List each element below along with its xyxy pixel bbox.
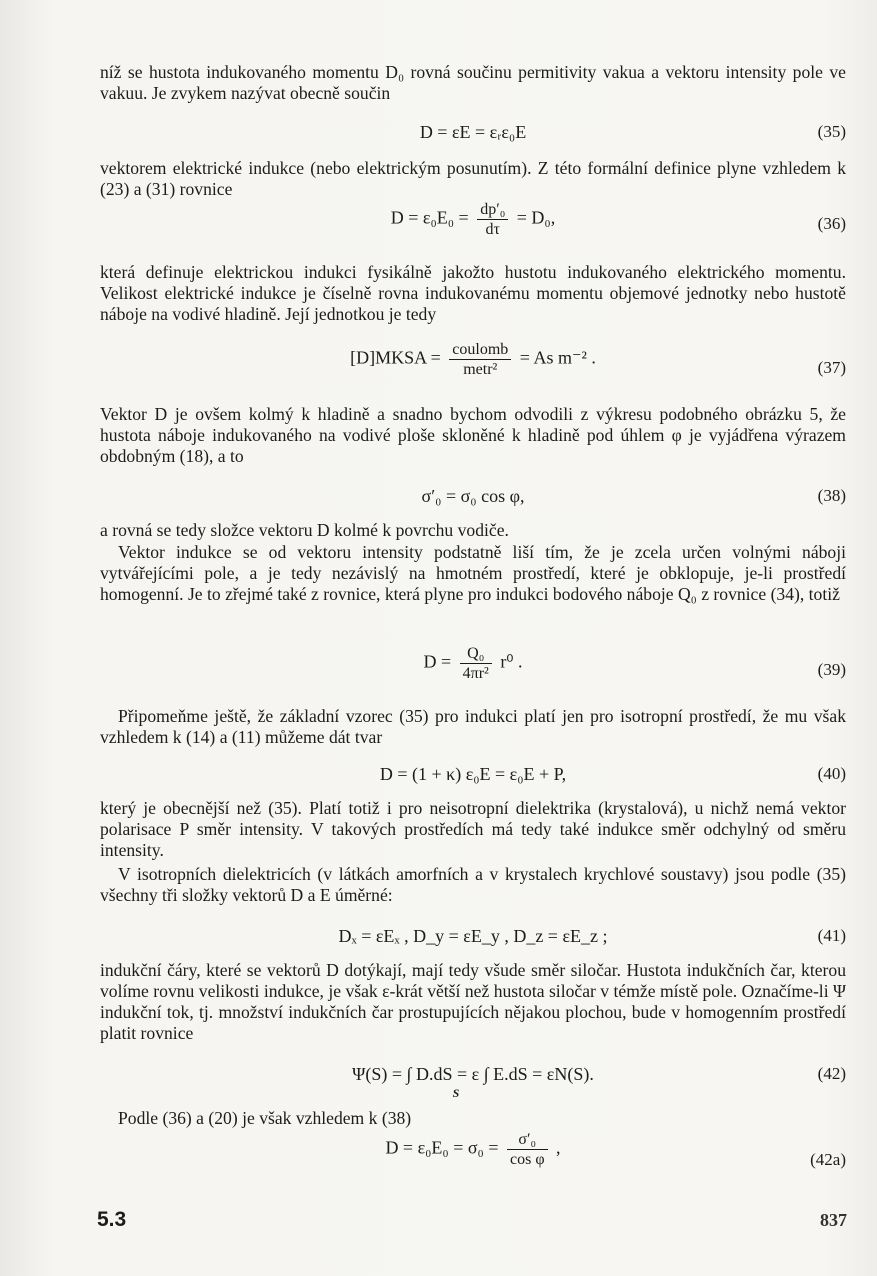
- equation-35-expr: D = εE = εᵣε₀E: [419, 122, 527, 142]
- paragraph-1: níž se hustota indukovaného momentu D₀ rovná součinu permitivity vakua a vektoru intensity pole ve vakuu. Je zvykem nazývat obecně součin: [100, 62, 846, 103]
- equation-37-numerator: coulomb: [449, 340, 511, 360]
- equation-41-number: (41): [817, 926, 846, 945]
- equation-40: [100, 756, 846, 796]
- equation-36-rhs: = D₀,: [516, 207, 556, 228]
- equation-35-number: (35): [817, 122, 846, 141]
- equation-37-lhs: [D]MKSA =: [350, 347, 441, 368]
- equation-37-number: (37): [817, 358, 846, 377]
- paragraph-8: který je obecnější než (35). Platí totiž i pro neisotropní dielektrika (krystalová), u nichž nemá vektor polarisace P směr intensity. V takových prostředích má tedy také indukce směr odchylný od směru intensity.: [100, 798, 846, 860]
- equation-39-rhs: r⁰ .: [500, 651, 523, 672]
- equation-37: [100, 340, 846, 390]
- equation-42a-denominator: cos φ: [509, 1151, 545, 1168]
- equation-38: [100, 478, 846, 518]
- equation-40-number: (40): [817, 764, 846, 783]
- equation-35: [100, 114, 846, 154]
- paragraph-4: Vektor D je ovšem kolmý k hladině a snadno bychom odvodili z výkresu podobného obrázku 5, že hustota náboje indukovaného na vodivé ploše skloněné k hladině pod úhlem φ je vyjádřena výrazem obdobným (18), a to: [100, 404, 846, 466]
- paragraph-11: Podle (36) a (20) je však vzhledem k (38): [118, 1108, 412, 1128]
- equation-41: [100, 918, 846, 958]
- equation-39-fraction: [460, 644, 492, 683]
- paragraph-2: vektorem elektrické indukce (nebo elektrickým posunutím). Z této formální definice plyne vzhledem k (23) a (31) rovnice: [100, 158, 846, 199]
- equation-36-numerator: dp′₀: [477, 200, 508, 220]
- equation-39-denominator: 4πr²: [462, 665, 489, 682]
- equation-36: [100, 200, 846, 250]
- equation-36-number: (36): [817, 214, 846, 233]
- equation-39-lhs: D =: [423, 651, 452, 672]
- equation-42a-numerator: σ′₀: [507, 1130, 548, 1150]
- paragraph-5: a rovná se tedy složce vektoru D kolmé k povrchu vodiče.: [100, 520, 509, 540]
- paragraph-6: Vektor indukce se od vektoru intensity podstatně liší tím, že je zcela určen volnými náboji vytvářejícími pole, a je tedy nezávislý na hmotném prostředí, které je obklopuje, je-li prostředí homogenní. Je to zřejmé také z rovnice, která plyne pro indukci bodového náboje Q₀ z rovnice (34), totiž: [100, 542, 846, 604]
- paragraph-9: V isotropních dielektricích (v látkách amorfních a v krystalech krychlové soustavy) jsou podle (35) všechny tři složky vektorů D a E úměrné:: [100, 864, 846, 905]
- equation-37-denominator: metr²: [463, 361, 498, 378]
- equation-42a-rhs: ,: [556, 1137, 561, 1158]
- equation-42: [100, 1056, 846, 1102]
- equation-42-number: (42): [817, 1064, 846, 1083]
- equation-36-lhs: D = ε₀E₀ =: [390, 207, 469, 228]
- equation-42a-fraction: [507, 1130, 548, 1169]
- equation-41-expr: Dₓ = εEₓ , D_y = εE_y , D_z = εE_z ;: [338, 926, 608, 946]
- paragraph-7: Připomeňme ještě, že základní vzorec (35) pro indukci platí jen pro isotropní prostředí, že mu však vzhledem k (14) a (11) můžeme dát tvar: [100, 706, 846, 747]
- equation-40-expr: D = (1 + κ) ε₀E = ε₀E + P,: [379, 764, 567, 784]
- equation-39: [100, 644, 846, 694]
- equation-37-fraction: [449, 340, 511, 379]
- equation-39-numerator: Q₀: [460, 644, 492, 664]
- paragraph-3: která definuje elektrickou indukci fysikálně jakožto hustotu indukovaného elektrického momentu. Velikost elektrické indukce je číselně rovna indukovanému momentu objemové jednotky nebo hustotě náboje na vodivé hladině. Její jednotkou je tedy: [100, 262, 846, 324]
- equation-42a-number: (42a): [810, 1150, 846, 1169]
- equation-37-rhs: = As m⁻² .: [519, 347, 596, 368]
- equation-38-expr: σ′₀ = σ₀ cos φ,: [421, 486, 525, 506]
- equation-42a-lhs: D = ε₀E₀ = σ₀ =: [385, 1137, 499, 1158]
- equation-42-subscript: S: [452, 1086, 460, 1100]
- equation-36-denominator: dτ: [485, 221, 500, 238]
- equation-39-number: (39): [817, 660, 846, 679]
- page-number: 837: [820, 1210, 847, 1230]
- equation-42-expr: Ψ(S) = ∫ D.dS = ε ∫ E.dS = εN(S).: [352, 1064, 594, 1084]
- equation-38-number: (38): [817, 486, 846, 505]
- equation-42a: [100, 1130, 846, 1180]
- equation-36-fraction: [477, 200, 508, 239]
- paragraph-10: indukční čáry, které se vektorů D dotýkají, mají tedy všude směr siločar. Hustota indukčních čar, kterou volíme rovnu velikosti indukce, je však ε-krát větší než hustota siločar v témže místě pole. Označíme-li Ψ indukční tok, tj. množství indukčních čar prostupujících nějakou plochou, bude v homogenním prostředí platit rovnice: [100, 960, 846, 1043]
- section-number: 5.3: [97, 1208, 127, 1231]
